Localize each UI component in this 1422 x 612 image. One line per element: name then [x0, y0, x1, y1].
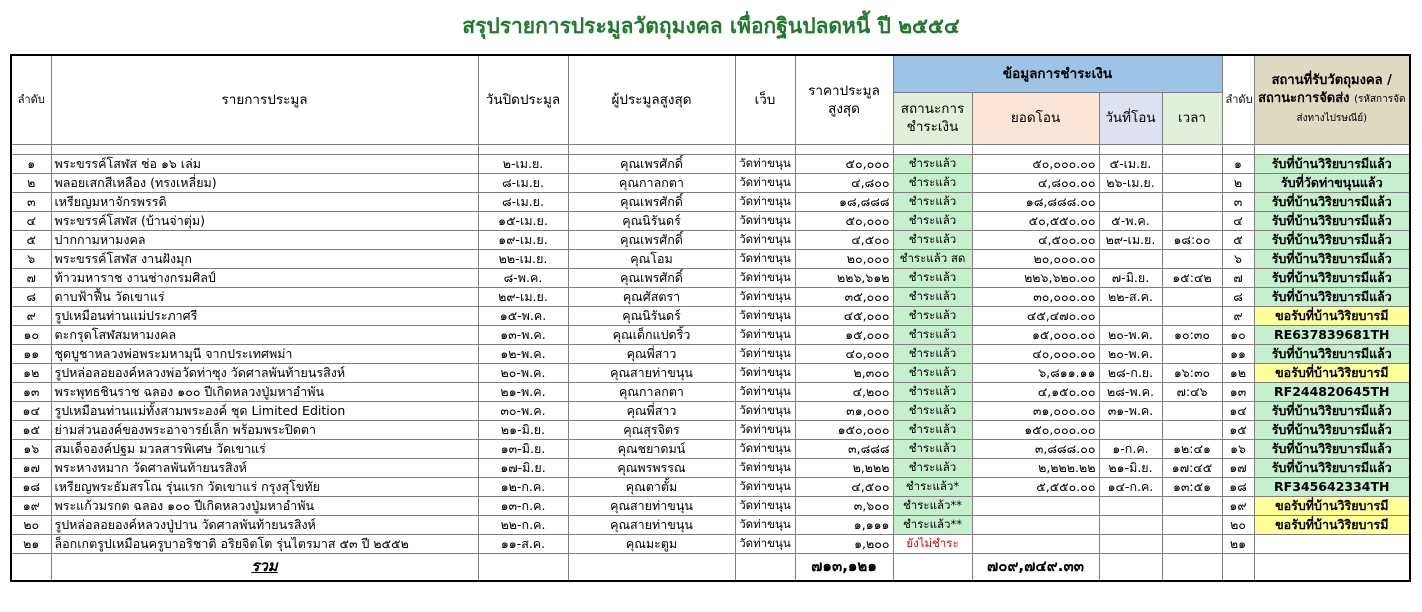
cell-close-date: ๑๕-เม.ย.	[478, 211, 568, 230]
cell-winner: คุณพี่สาว	[568, 344, 735, 363]
cell-pay-status: ชำระแล้ว	[893, 306, 972, 325]
cell-transfer-amount: ๕๐,๐๐๐.๐๐	[972, 154, 1099, 173]
cell-no-2: ๑๐	[1222, 325, 1254, 344]
header-winner: ผู้ประมูลสูงสุด	[568, 55, 735, 144]
cell-item: ล็อกเกตรูปเหมือนครูบาอริชาติ อริยจิตโต รุ่นไตรมาส ๕๓ ปี ๒๕๕๒	[51, 534, 478, 553]
cell-web: วัดท่าขนุน	[735, 325, 795, 344]
cell-transfer-date: ๒๒-ส.ค.	[1099, 287, 1162, 306]
cell-pay-status: ชำระแล้ว**	[893, 496, 972, 515]
cell-no: ๑	[11, 154, 51, 173]
cell-winner: คุณเพรศักดิ์	[568, 154, 735, 173]
page-title: สรุปรายการประมูลวัตถุมงคล เพื่อกฐินปลดหนี้ ปี ๒๕๕๔	[462, 14, 960, 38]
cell-transfer-amount: ๔๐,๐๐๐.๐๐	[972, 344, 1099, 363]
cell-no: ๑๖	[11, 439, 51, 458]
cell-transfer-amount: ๔๕,๔๗๐.๐๐	[972, 306, 1099, 325]
table-row	[11, 458, 1410, 477]
cell-item: ชุดบูชาหลวงพ่อพระมหามุนี จากประเทศพม่า	[51, 344, 478, 363]
cell-time	[1162, 287, 1222, 306]
cell-shipping: รับที่บ้านวิริยบารมีแล้ว	[1254, 420, 1410, 439]
cell-item: ท้าวมหาราช งานช่างกรมศิลป์	[51, 268, 478, 287]
cell-time	[1162, 173, 1222, 192]
cell-winner: คุณเด็กแปดริ้ว	[568, 325, 735, 344]
cell-shipping: รับที่บ้านวิริยบารมีแล้ว	[1254, 230, 1410, 249]
cell-price: ๔,๕๐๐	[795, 477, 893, 496]
table-row	[11, 344, 1410, 363]
cell-item: รูปหล่อลอยองค์หลวงพ่อวัดท่าซุง วัดศาลพันท้ายนรสิงห์	[51, 363, 478, 382]
cell-no-2: ๑	[1222, 154, 1254, 173]
cell-winner: คุณสายท่าขนุน	[568, 363, 735, 382]
cell-price: ๒๒๖,๖๑๒	[795, 268, 893, 287]
cell-pay-status: ชำระแล้ว	[893, 439, 972, 458]
cell-shipping: รับที่บ้านวิริยบารมีแล้ว	[1254, 268, 1410, 287]
cell-item: ดาบฟ้าฟื้น วัดเขาแร่	[51, 287, 478, 306]
cell-shipping: รับที่บ้านวิริยบารมีแล้ว	[1254, 287, 1410, 306]
cell-close-date: ๑๑-ส.ค.	[478, 534, 568, 553]
table-row	[11, 230, 1410, 249]
cell-time	[1162, 496, 1222, 515]
cell-transfer-amount: ๑๕,๐๐๐.๐๐	[972, 325, 1099, 344]
table-row	[11, 249, 1410, 268]
cell-shipping	[1254, 534, 1410, 553]
cell-winner: คุณสุรจิตร	[568, 420, 735, 439]
cell-close-date: ๑๓-ก.ค.	[478, 496, 568, 515]
cell-no-2: ๑๖	[1222, 439, 1254, 458]
cell-time	[1162, 515, 1222, 534]
cell-no-2: ๒	[1222, 173, 1254, 192]
cell-transfer-date	[1099, 192, 1162, 211]
cell-no: ๑๙	[11, 496, 51, 515]
cell-web: วัดท่าขนุน	[735, 439, 795, 458]
cell-transfer-date: ๒๐-พ.ค.	[1099, 325, 1162, 344]
cell-price: ๔,๒๐๐	[795, 382, 893, 401]
cell-no: ๒	[11, 173, 51, 192]
cell-transfer-amount	[972, 515, 1099, 534]
cell-shipping: ขอรับที่บ้านวิริยบารมี	[1254, 363, 1410, 382]
cell-pay-status: ชำระแล้ว สด	[893, 249, 972, 268]
cell-shipping: RE637839681TH	[1254, 325, 1410, 344]
cell-no-2: ๑๘	[1222, 477, 1254, 496]
cell-time: ๑๖:๓๐	[1162, 363, 1222, 382]
cell-price: ๔,๘๐๐	[795, 173, 893, 192]
table-row	[11, 154, 1410, 173]
cell-web: วัดท่าขนุน	[735, 477, 795, 496]
cell-no-2: ๙	[1222, 306, 1254, 325]
cell-transfer-date: ๑-ก.ค.	[1099, 439, 1162, 458]
header-time: เวลา	[1162, 92, 1222, 144]
cell-transfer-date: ๓๑-พ.ค.	[1099, 401, 1162, 420]
cell-no-2: ๗	[1222, 268, 1254, 287]
header-no: ลำดับ	[11, 55, 51, 144]
cell-transfer-amount: ๔,๑๕๐.๐๐	[972, 382, 1099, 401]
cell-no-2: ๑๑	[1222, 344, 1254, 363]
cell-winner: คุณศัสตรา	[568, 287, 735, 306]
table-row	[11, 382, 1410, 401]
cell-time	[1162, 420, 1222, 439]
cell-no-2: ๕	[1222, 230, 1254, 249]
cell-close-date: ๑๒-ก.ค.	[478, 477, 568, 496]
table-row	[11, 192, 1410, 211]
cell-no: ๑๒	[11, 363, 51, 382]
cell-close-date: ๑๓-มิ.ย.	[478, 439, 568, 458]
table-row	[11, 515, 1410, 534]
cell-transfer-date	[1099, 249, 1162, 268]
cell-price: ๕๐,๐๐๐	[795, 211, 893, 230]
cell-web: วัดท่าขนุน	[735, 458, 795, 477]
cell-pay-status: ชำระแล้ว	[893, 325, 972, 344]
cell-no: ๑๗	[11, 458, 51, 477]
table-row	[11, 173, 1410, 192]
cell-time: ๑๕:๔๒	[1162, 268, 1222, 287]
cell-no: ๙	[11, 306, 51, 325]
header-price: ราคาประมูลสูงสุด	[795, 55, 893, 144]
cell-pay-status: ชำระแล้ว*	[893, 477, 972, 496]
cell-item: พลอยเสกสีเหลือง (ทรงเหลี่ยม)	[51, 173, 478, 192]
cell-winner: คุณพี่สาว	[568, 401, 735, 420]
cell-price: ๒๐,๐๐๐	[795, 249, 893, 268]
cell-no: ๗	[11, 268, 51, 287]
header-pay-status: สถานะการชำระเงิน	[893, 92, 972, 144]
table-row	[11, 268, 1410, 287]
cell-shipping: RF244820645TH	[1254, 382, 1410, 401]
cell-close-date: ๑๗-มิ.ย.	[478, 458, 568, 477]
cell-web: วัดท่าขนุน	[735, 515, 795, 534]
cell-pay-status: ชำระแล้ว	[893, 287, 972, 306]
cell-time	[1162, 344, 1222, 363]
cell-time	[1162, 192, 1222, 211]
cell-price: ๓๑,๐๐๐	[795, 401, 893, 420]
cell-price: ๑,๑๑๑	[795, 515, 893, 534]
cell-transfer-amount: ๑๘,๘๘๘.๐๐	[972, 192, 1099, 211]
cell-transfer-amount: ๒๐,๐๐๐.๐๐	[972, 249, 1099, 268]
cell-no: ๕	[11, 230, 51, 249]
cell-pay-status: ยังไม่ชำระ	[893, 534, 972, 553]
cell-transfer-amount: ๓,๘๘๘.๐๐	[972, 439, 1099, 458]
header-shipping	[1254, 55, 1410, 144]
cell-transfer-amount: ๒,๒๒๒.๒๒	[972, 458, 1099, 477]
cell-close-date: ๒๑-มิ.ย.	[478, 420, 568, 439]
cell-winner: คุณสายท่าขนุน	[568, 496, 735, 515]
table-row	[11, 534, 1410, 553]
cell-item: พระพุทธชินราช ฉลอง ๑๐๐ ปีเกิดหลวงปู่มหาอำพัน	[51, 382, 478, 401]
cell-pay-status: ชำระแล้ว	[893, 154, 972, 173]
cell-close-date: ๒-เม.ย.	[478, 154, 568, 173]
table-row	[11, 325, 1410, 344]
cell-no-2: ๑๒	[1222, 363, 1254, 382]
header-web: เว็บ	[735, 55, 795, 144]
cell-transfer-amount: ๕,๕๕๐.๐๐	[972, 477, 1099, 496]
cell-transfer-amount: ๔,๕๐๐.๐๐	[972, 230, 1099, 249]
cell-transfer-date	[1099, 515, 1162, 534]
cell-winner: คุณเพรศักดิ์	[568, 230, 735, 249]
cell-close-date: ๓๐-พ.ค.	[478, 401, 568, 420]
cell-close-date: ๑๒-พ.ค.	[478, 344, 568, 363]
cell-item: เหรียญมหาจักรพรรดิ	[51, 192, 478, 211]
cell-winner: คุณนิรันดร์	[568, 211, 735, 230]
cell-shipping: รับที่วัดท่าขนุนแล้ว	[1254, 173, 1410, 192]
cell-transfer-amount: ๒๒๖,๖๒๐.๐๐	[972, 268, 1099, 287]
cell-winner: คุณเพรศักดิ์	[568, 268, 735, 287]
total-amount: ๗๐๙,๗๔๙.๓๓	[972, 553, 1099, 581]
cell-winner: คุณโอม	[568, 249, 735, 268]
cell-transfer-date: ๒๘-ก.ย.	[1099, 363, 1162, 382]
cell-close-date: ๒๙-เม.ย.	[478, 287, 568, 306]
cell-pay-status: ชำระแล้ว	[893, 344, 972, 363]
cell-winner: คุณสายท่าขนุน	[568, 515, 735, 534]
cell-shipping: ขอรับที่บ้านวิริยบารมี	[1254, 515, 1410, 534]
cell-time: ๑๗:๔๕	[1162, 458, 1222, 477]
cell-price: ๑๕,๐๐๐	[795, 325, 893, 344]
cell-transfer-date: ๗-มิ.ย.	[1099, 268, 1162, 287]
cell-no-2: ๑๕	[1222, 420, 1254, 439]
cell-price: ๑๕๐,๐๐๐	[795, 420, 893, 439]
cell-time	[1162, 211, 1222, 230]
cell-price: ๔๐,๐๐๐	[795, 344, 893, 363]
cell-pay-status: ชำระแล้ว**	[893, 515, 972, 534]
header-item: รายการประมูล	[51, 55, 478, 144]
header-transfer-date: วันที่โอน	[1099, 92, 1162, 144]
spacer-row	[11, 144, 1410, 154]
cell-no: ๘	[11, 287, 51, 306]
cell-web: วัดท่าขนุน	[735, 420, 795, 439]
cell-pay-status: ชำระแล้ว	[893, 382, 972, 401]
cell-time: ๑๐:๓๐	[1162, 325, 1222, 344]
cell-pay-status: ชำระแล้ว	[893, 211, 972, 230]
cell-item: ปากกามหามงคล	[51, 230, 478, 249]
cell-web: วัดท่าขนุน	[735, 192, 795, 211]
cell-item: สมเด็จองค์ปฐม มวลสารพิเศษ วัดเขาแร่	[51, 439, 478, 458]
cell-no-2: ๘	[1222, 287, 1254, 306]
cell-no: ๔	[11, 211, 51, 230]
cell-pay-status: ชำระแล้ว	[893, 230, 972, 249]
cell-transfer-date	[1099, 534, 1162, 553]
cell-price: ๓,๘๘๘	[795, 439, 893, 458]
cell-time: ๑๒:๔๑	[1162, 439, 1222, 458]
cell-web: วัดท่าขนุน	[735, 173, 795, 192]
cell-no: ๑๓	[11, 382, 51, 401]
cell-pay-status: ชำระแล้ว	[893, 401, 972, 420]
cell-time: ๗:๔๖	[1162, 382, 1222, 401]
cell-close-date: ๒๒-เม.ย.	[478, 249, 568, 268]
cell-time: ๑๓:๕๑	[1162, 477, 1222, 496]
cell-time	[1162, 534, 1222, 553]
cell-transfer-date	[1099, 306, 1162, 325]
cell-transfer-date: ๕-เม.ย.	[1099, 154, 1162, 173]
cell-shipping: รับที่บ้านวิริยบารมีแล้ว	[1254, 439, 1410, 458]
cell-winner: คุณตาตั้ม	[568, 477, 735, 496]
cell-transfer-date: ๒๐-พ.ค.	[1099, 344, 1162, 363]
cell-winner: คุณชยาดมน์	[568, 439, 735, 458]
cell-web: วัดท่าขนุน	[735, 382, 795, 401]
cell-shipping: รับที่บ้านวิริยบารมีแล้ว	[1254, 154, 1410, 173]
cell-transfer-amount	[972, 496, 1099, 515]
cell-item: รูปเหมือนท่านแม่ประภาศรี	[51, 306, 478, 325]
cell-price: ๓๕,๐๐๐	[795, 287, 893, 306]
cell-price: ๔,๕๐๐	[795, 230, 893, 249]
cell-price: ๒,๒๒๒	[795, 458, 893, 477]
table-row	[11, 477, 1410, 496]
cell-item: พระแก้วมรกต ฉลอง ๑๐๐ ปีเกิดหลวงปู่มหาอำพัน	[51, 496, 478, 515]
cell-no-2: ๑๙	[1222, 496, 1254, 515]
auction-summary-table	[10, 54, 1411, 582]
cell-pay-status: ชำระแล้ว	[893, 192, 972, 211]
cell-web: วัดท่าขนุน	[735, 249, 795, 268]
header-shipping-title: สถานที่รับวัตถุมงคล / สถานะการจัดส่ง	[1258, 72, 1392, 106]
cell-item: ย่ามส่วนองค์ของพระอาจารย์เล็ก พร้อมพระปิดตา	[51, 420, 478, 439]
cell-transfer-amount: ๕๐,๕๕๐.๐๐	[972, 211, 1099, 230]
cell-shipping: รับที่บ้านวิริยบารมีแล้ว	[1254, 192, 1410, 211]
table-body	[11, 144, 1410, 553]
total-row	[11, 553, 1410, 581]
cell-item: พระขรรค์โสฬส (บ้านจ่าตุ่ม)	[51, 211, 478, 230]
cell-shipping: รับที่บ้านวิริยบารมีแล้ว	[1254, 344, 1410, 363]
cell-web: วัดท่าขนุน	[735, 154, 795, 173]
cell-item: พระขรรค์โสฬส ช่อ ๑๖ เล่ม	[51, 154, 478, 173]
cell-item: รูปหล่อลอยองค์หลวงปู่ปาน วัดศาลพันท้ายนรสิงห์	[51, 515, 478, 534]
cell-shipping: RF345642334TH	[1254, 477, 1410, 496]
cell-shipping: ขอรับที่บ้านวิริยบารมี	[1254, 496, 1410, 515]
total-price: ๗๑๓,๑๒๑	[795, 553, 893, 581]
cell-no-2: ๑๔	[1222, 401, 1254, 420]
cell-close-date: ๒๐-พ.ค.	[478, 363, 568, 382]
cell-web: วัดท่าขนุน	[735, 496, 795, 515]
table-row	[11, 211, 1410, 230]
cell-transfer-date: ๑๔-ก.ค.	[1099, 477, 1162, 496]
cell-transfer-amount: ๓๐,๐๐๐.๐๐	[972, 287, 1099, 306]
cell-price: ๒,๓๐๐	[795, 363, 893, 382]
cell-no: ๑๑	[11, 344, 51, 363]
cell-price: ๑,๒๐๐	[795, 534, 893, 553]
cell-close-date: ๑๕-พ.ค.	[478, 306, 568, 325]
cell-no-2: ๑๓	[1222, 382, 1254, 401]
table-row	[11, 401, 1410, 420]
cell-transfer-amount: ๓๑,๐๐๐.๐๐	[972, 401, 1099, 420]
cell-no: ๑๕	[11, 420, 51, 439]
cell-winner: คุณพรพรรณ	[568, 458, 735, 477]
cell-item: พระขรรค์โสฬส งานฝังมุก	[51, 249, 478, 268]
cell-winner: คุณนิรันดร์	[568, 306, 735, 325]
cell-pay-status: ชำระแล้ว	[893, 268, 972, 287]
cell-transfer-amount: ๔,๘๐๐.๐๐	[972, 173, 1099, 192]
cell-price: ๑๘,๘๘๘	[795, 192, 893, 211]
cell-close-date: ๘-เม.ย.	[478, 173, 568, 192]
cell-no: ๑๔	[11, 401, 51, 420]
cell-no-2: ๖	[1222, 249, 1254, 268]
cell-web: วัดท่าขนุน	[735, 306, 795, 325]
cell-shipping: รับที่บ้านวิริยบารมีแล้ว	[1254, 401, 1410, 420]
cell-winner: คุณกาลกตา	[568, 173, 735, 192]
cell-no-2: ๑๗	[1222, 458, 1254, 477]
total-label: รวม	[251, 557, 278, 575]
cell-shipping: รับที่บ้านวิริยบารมีแล้ว	[1254, 249, 1410, 268]
cell-item: ตะกรุดโสฬสมหามงคล	[51, 325, 478, 344]
cell-shipping: รับที่บ้านวิริยบารมีแล้ว	[1254, 458, 1410, 477]
cell-close-date: ๘-เม.ย.	[478, 192, 568, 211]
cell-price: ๕๐,๐๐๐	[795, 154, 893, 173]
cell-price: ๔๕,๐๐๐	[795, 306, 893, 325]
cell-no: ๑๘	[11, 477, 51, 496]
table-row	[11, 420, 1410, 439]
cell-time	[1162, 249, 1222, 268]
cell-no-2: ๒๑	[1222, 534, 1254, 553]
cell-no: ๓	[11, 192, 51, 211]
cell-transfer-date: ๒๑-มิ.ย.	[1099, 458, 1162, 477]
cell-item: เหรียญพระธัมสรโณ รุ่นแรก วัดเขาแร่ กรุงสุโขทัย	[51, 477, 478, 496]
cell-no: ๒๐	[11, 515, 51, 534]
cell-no-2: ๔	[1222, 211, 1254, 230]
cell-transfer-date: ๒๘-พ.ค.	[1099, 382, 1162, 401]
cell-shipping: รับที่บ้านวิริยบารมีแล้ว	[1254, 211, 1410, 230]
cell-web: วัดท่าขนุน	[735, 401, 795, 420]
cell-no: ๑๐	[11, 325, 51, 344]
header-transfer-amount: ยอดโอน	[972, 92, 1099, 144]
table-row	[11, 439, 1410, 458]
cell-pay-status: ชำระแล้ว	[893, 458, 972, 477]
cell-winner: คุณมะตูม	[568, 534, 735, 553]
cell-no: ๖	[11, 249, 51, 268]
table-row	[11, 496, 1410, 515]
table-row	[11, 363, 1410, 382]
cell-transfer-amount	[972, 534, 1099, 553]
table-row	[11, 287, 1410, 306]
cell-transfer-date	[1099, 420, 1162, 439]
cell-web: วัดท่าขนุน	[735, 363, 795, 382]
cell-no-2: ๒๐	[1222, 515, 1254, 534]
header-shipping-sub: (รหัสการจัดส่งทางไปรษณีย์)	[1296, 93, 1406, 124]
cell-no: ๒๑	[11, 534, 51, 553]
cell-pay-status: ชำระแล้ว	[893, 420, 972, 439]
cell-transfer-date: ๕-พ.ค.	[1099, 211, 1162, 230]
cell-transfer-amount: ๑๕๐,๐๐๐.๐๐	[972, 420, 1099, 439]
cell-time	[1162, 401, 1222, 420]
cell-close-date: ๑๙-เม.ย.	[478, 230, 568, 249]
cell-web: วัดท่าขนุน	[735, 287, 795, 306]
cell-winner: คุณกาลกตา	[568, 382, 735, 401]
cell-web: วัดท่าขนุน	[735, 534, 795, 553]
cell-web: วัดท่าขนุน	[735, 211, 795, 230]
cell-close-date: ๑๓-พ.ค.	[478, 325, 568, 344]
cell-transfer-date	[1099, 496, 1162, 515]
cell-close-date: ๒๒-ก.ค.	[478, 515, 568, 534]
cell-close-date: ๒๑-พ.ค.	[478, 382, 568, 401]
cell-item: พระหางหมาก วัดศาลพันท้ายนรสิงห์	[51, 458, 478, 477]
cell-no-2: ๓	[1222, 192, 1254, 211]
cell-transfer-date: ๒๙-เม.ย.	[1099, 230, 1162, 249]
header-close-date: วันปิดประมูล	[478, 55, 568, 144]
cell-shipping: ขอรับที่บ้านวิริยบารมี	[1254, 306, 1410, 325]
cell-web: วัดท่าขนุน	[735, 268, 795, 287]
cell-winner: คุณเพรศักดิ์	[568, 192, 735, 211]
header-no-2: ลำดับ	[1222, 55, 1254, 144]
cell-pay-status: ชำระแล้ว	[893, 363, 972, 382]
cell-web: วัดท่าขนุน	[735, 344, 795, 363]
cell-item: รูปเหมือนท่านแม่ทั้งสามพระองค์ ชุด Limited Edition	[51, 401, 478, 420]
cell-web: วัดท่าขนุน	[735, 230, 795, 249]
cell-transfer-amount: ๖,๘๑๑.๑๑	[972, 363, 1099, 382]
cell-time	[1162, 154, 1222, 173]
cell-transfer-date: ๒๖-เม.ย.	[1099, 173, 1162, 192]
header-payment-group: ข้อมูลการชำระเงิน	[893, 55, 1222, 92]
cell-price: ๓,๖๐๐	[795, 496, 893, 515]
cell-close-date: ๘-พ.ค.	[478, 268, 568, 287]
cell-time: ๑๘:๐๐	[1162, 230, 1222, 249]
table-row	[11, 306, 1410, 325]
cell-time	[1162, 306, 1222, 325]
cell-pay-status: ชำระแล้ว	[893, 173, 972, 192]
